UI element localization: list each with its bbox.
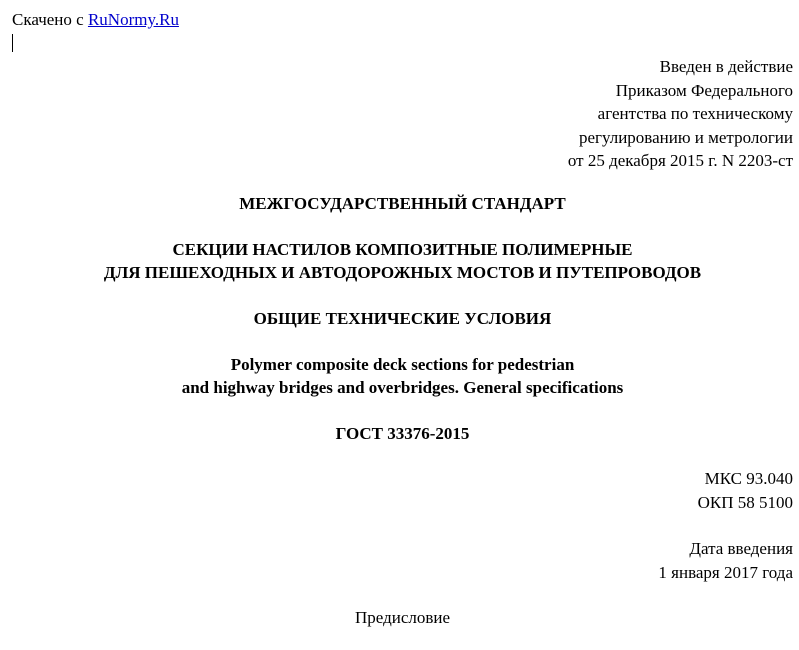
introduction-label: Дата введения bbox=[689, 539, 793, 558]
standard-type: МЕЖГОСУДАРСТВЕННЫЙ СТАНДАРТ bbox=[239, 194, 566, 213]
enactment-line: Приказом Федерального bbox=[615, 80, 793, 100]
title-en bbox=[0, 353, 799, 399]
enactment-line: агентства по техническому bbox=[597, 104, 793, 123]
enactment-line: от 25 декабря 2015 г. N 2203-ст bbox=[567, 151, 793, 170]
text-cursor bbox=[12, 34, 13, 52]
enactment-line: регулированию и метрологии bbox=[578, 127, 793, 147]
title-ru bbox=[0, 238, 799, 284]
mks-code: МКС 93.040 bbox=[704, 469, 793, 488]
source-line bbox=[12, 9, 179, 31]
title-ru-line: ДЛЯ ПЕШЕХОДНЫХ И АВТОДОРОЖНЫХ МОСТОВ И ПУТЕПРОВОДОВ bbox=[103, 263, 702, 282]
introduction-date-block bbox=[658, 537, 793, 584]
title-en-line: and highway bridges and overbridges. General specifications bbox=[181, 378, 624, 397]
classification-codes bbox=[698, 467, 793, 514]
preface-heading: Предисловие bbox=[354, 608, 451, 627]
title-ru-line: СЕКЦИИ НАСТИЛОВ КОМПОЗИТНЫЕ ПОЛИМЕРНЫЕ bbox=[172, 240, 633, 259]
introduction-date: 1 января 2017 года bbox=[658, 562, 793, 582]
runormy-link[interactable]: RuNormy.Ru bbox=[87, 10, 179, 29]
enactment-block bbox=[568, 55, 793, 173]
title-en-line: Polymer composite deck sections for pedestrian bbox=[230, 355, 575, 374]
designation: ГОСТ 33376-2015 bbox=[335, 424, 470, 443]
enactment-line: Введен в действие bbox=[659, 57, 793, 76]
okp-code: ОКП 58 5100 bbox=[697, 492, 793, 512]
subtitle-ru: ОБЩИЕ ТЕХНИЧЕСКИЕ УСЛОВИЯ bbox=[253, 309, 552, 328]
source-prefix: Скачено с bbox=[12, 10, 88, 29]
